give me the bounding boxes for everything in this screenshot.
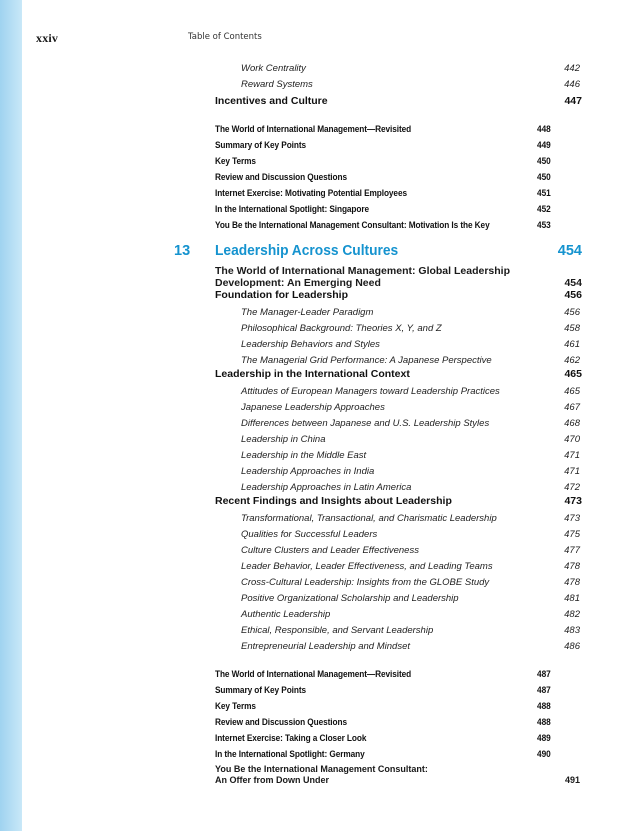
toc-entry[interactable]: Attitudes of European Managers toward Leadership Practices 465: [241, 386, 580, 397]
toc-end-matter-entry[interactable]: The World of International Management—Revisited 487: [215, 669, 551, 679]
toc-entry[interactable]: Qualities for Successful Leaders 475: [241, 529, 580, 540]
toc-end-matter-entry[interactable]: Summary of Key Points 449: [215, 140, 551, 150]
toc-end-matter-entry[interactable]: Review and Discussion Questions 488: [215, 717, 551, 727]
toc-entry[interactable]: Ethical, Responsible, and Servant Leadership 483: [241, 625, 580, 636]
toc-entry[interactable]: Leader Behavior, Leader Effectiveness, and Leading Teams 478: [241, 561, 580, 572]
toc-entry[interactable]: The Manager-Leader Paradigm 456: [241, 307, 580, 318]
toc-entry[interactable]: Leadership Approaches in India 471: [241, 466, 580, 477]
toc-entry[interactable]: Reward Systems 446: [241, 79, 580, 90]
page-margin-band: [0, 0, 22, 831]
toc-end-matter-entry[interactable]: Key Terms 488: [215, 701, 551, 711]
toc-entry[interactable]: Philosophical Background: Theories X, Y, and Z 458: [241, 323, 580, 334]
toc-entry[interactable]: The Managerial Grid Performance: A Japanese Perspective 462: [241, 355, 580, 366]
toc-entry[interactable]: Work Centrality 442: [241, 63, 580, 74]
toc-section[interactable]: Foundation for Leadership 456: [215, 289, 582, 301]
toc-entry[interactable]: Leadership Behaviors and Styles 461: [241, 339, 580, 350]
toc-entry[interactable]: Leadership Approaches in Latin America 472: [241, 482, 580, 493]
page-number: xxiv: [36, 31, 59, 45]
toc-entry[interactable]: Entrepreneurial Leadership and Mindset 486: [241, 641, 580, 652]
toc-section[interactable]: The World of International Management: Global Leadership Development: An Emerging Need 454: [215, 265, 582, 289]
chapter-page: 454: [557, 243, 582, 259]
toc-end-matter-entry[interactable]: You Be the International Management Consultant: An Offer from Down Under 491: [215, 764, 580, 785]
toc-end-matter-entry[interactable]: Summary of Key Points 487: [215, 685, 551, 695]
toc-end-matter-entry[interactable]: Key Terms 450: [215, 156, 551, 166]
toc-entry[interactable]: Culture Clusters and Leader Effectiveness 477: [241, 545, 580, 556]
toc-entry[interactable]: Cross-Cultural Leadership: Insights from the GLOBE Study 478: [241, 577, 580, 588]
running-head: Table of Contents: [188, 32, 262, 42]
chapter-title: Leadership Across Cultures: [215, 243, 399, 259]
toc-end-matter-entry[interactable]: Internet Exercise: Motivating Potential Employees 451: [215, 188, 551, 198]
toc-entry[interactable]: Leadership in the Middle East 471: [241, 450, 580, 461]
toc-entry[interactable]: Transformational, Transactional, and Charismatic Leadership 473: [241, 513, 580, 524]
chapter-number: 13: [174, 243, 191, 259]
toc-entry[interactable]: Authentic Leadership 482: [241, 609, 580, 620]
toc-entry[interactable]: Positive Organizational Scholarship and Leadership 481: [241, 593, 580, 604]
page-header: [30, 31, 608, 45]
toc-entry[interactable]: Differences between Japanese and U.S. Leadership Styles 468: [241, 418, 580, 429]
toc-end-matter-entry[interactable]: The World of International Management—Revisited 448: [215, 124, 551, 134]
toc-section[interactable]: Recent Findings and Insights about Leadership 473: [215, 495, 582, 507]
toc-end-matter-entry[interactable]: In the International Spotlight: Singapore 452: [215, 204, 551, 214]
chapter-heading[interactable]: [174, 242, 582, 260]
toc-end-matter-entry[interactable]: Internet Exercise: Taking a Closer Look 489: [215, 733, 551, 743]
toc-entry[interactable]: Japanese Leadership Approaches 467: [241, 402, 580, 413]
toc-entry[interactable]: Leadership in China 470: [241, 434, 580, 445]
toc-end-matter-entry[interactable]: In the International Spotlight: Germany 490: [215, 749, 551, 759]
toc-section[interactable]: Leadership in the International Context 465: [215, 368, 582, 380]
toc-end-matter-entry[interactable]: You Be the International Management Consultant: Motivation Is the Key 453: [215, 220, 551, 230]
toc-end-matter-entry[interactable]: Review and Discussion Questions 450: [215, 172, 551, 182]
toc-section[interactable]: Incentives and Culture 447: [215, 95, 582, 107]
